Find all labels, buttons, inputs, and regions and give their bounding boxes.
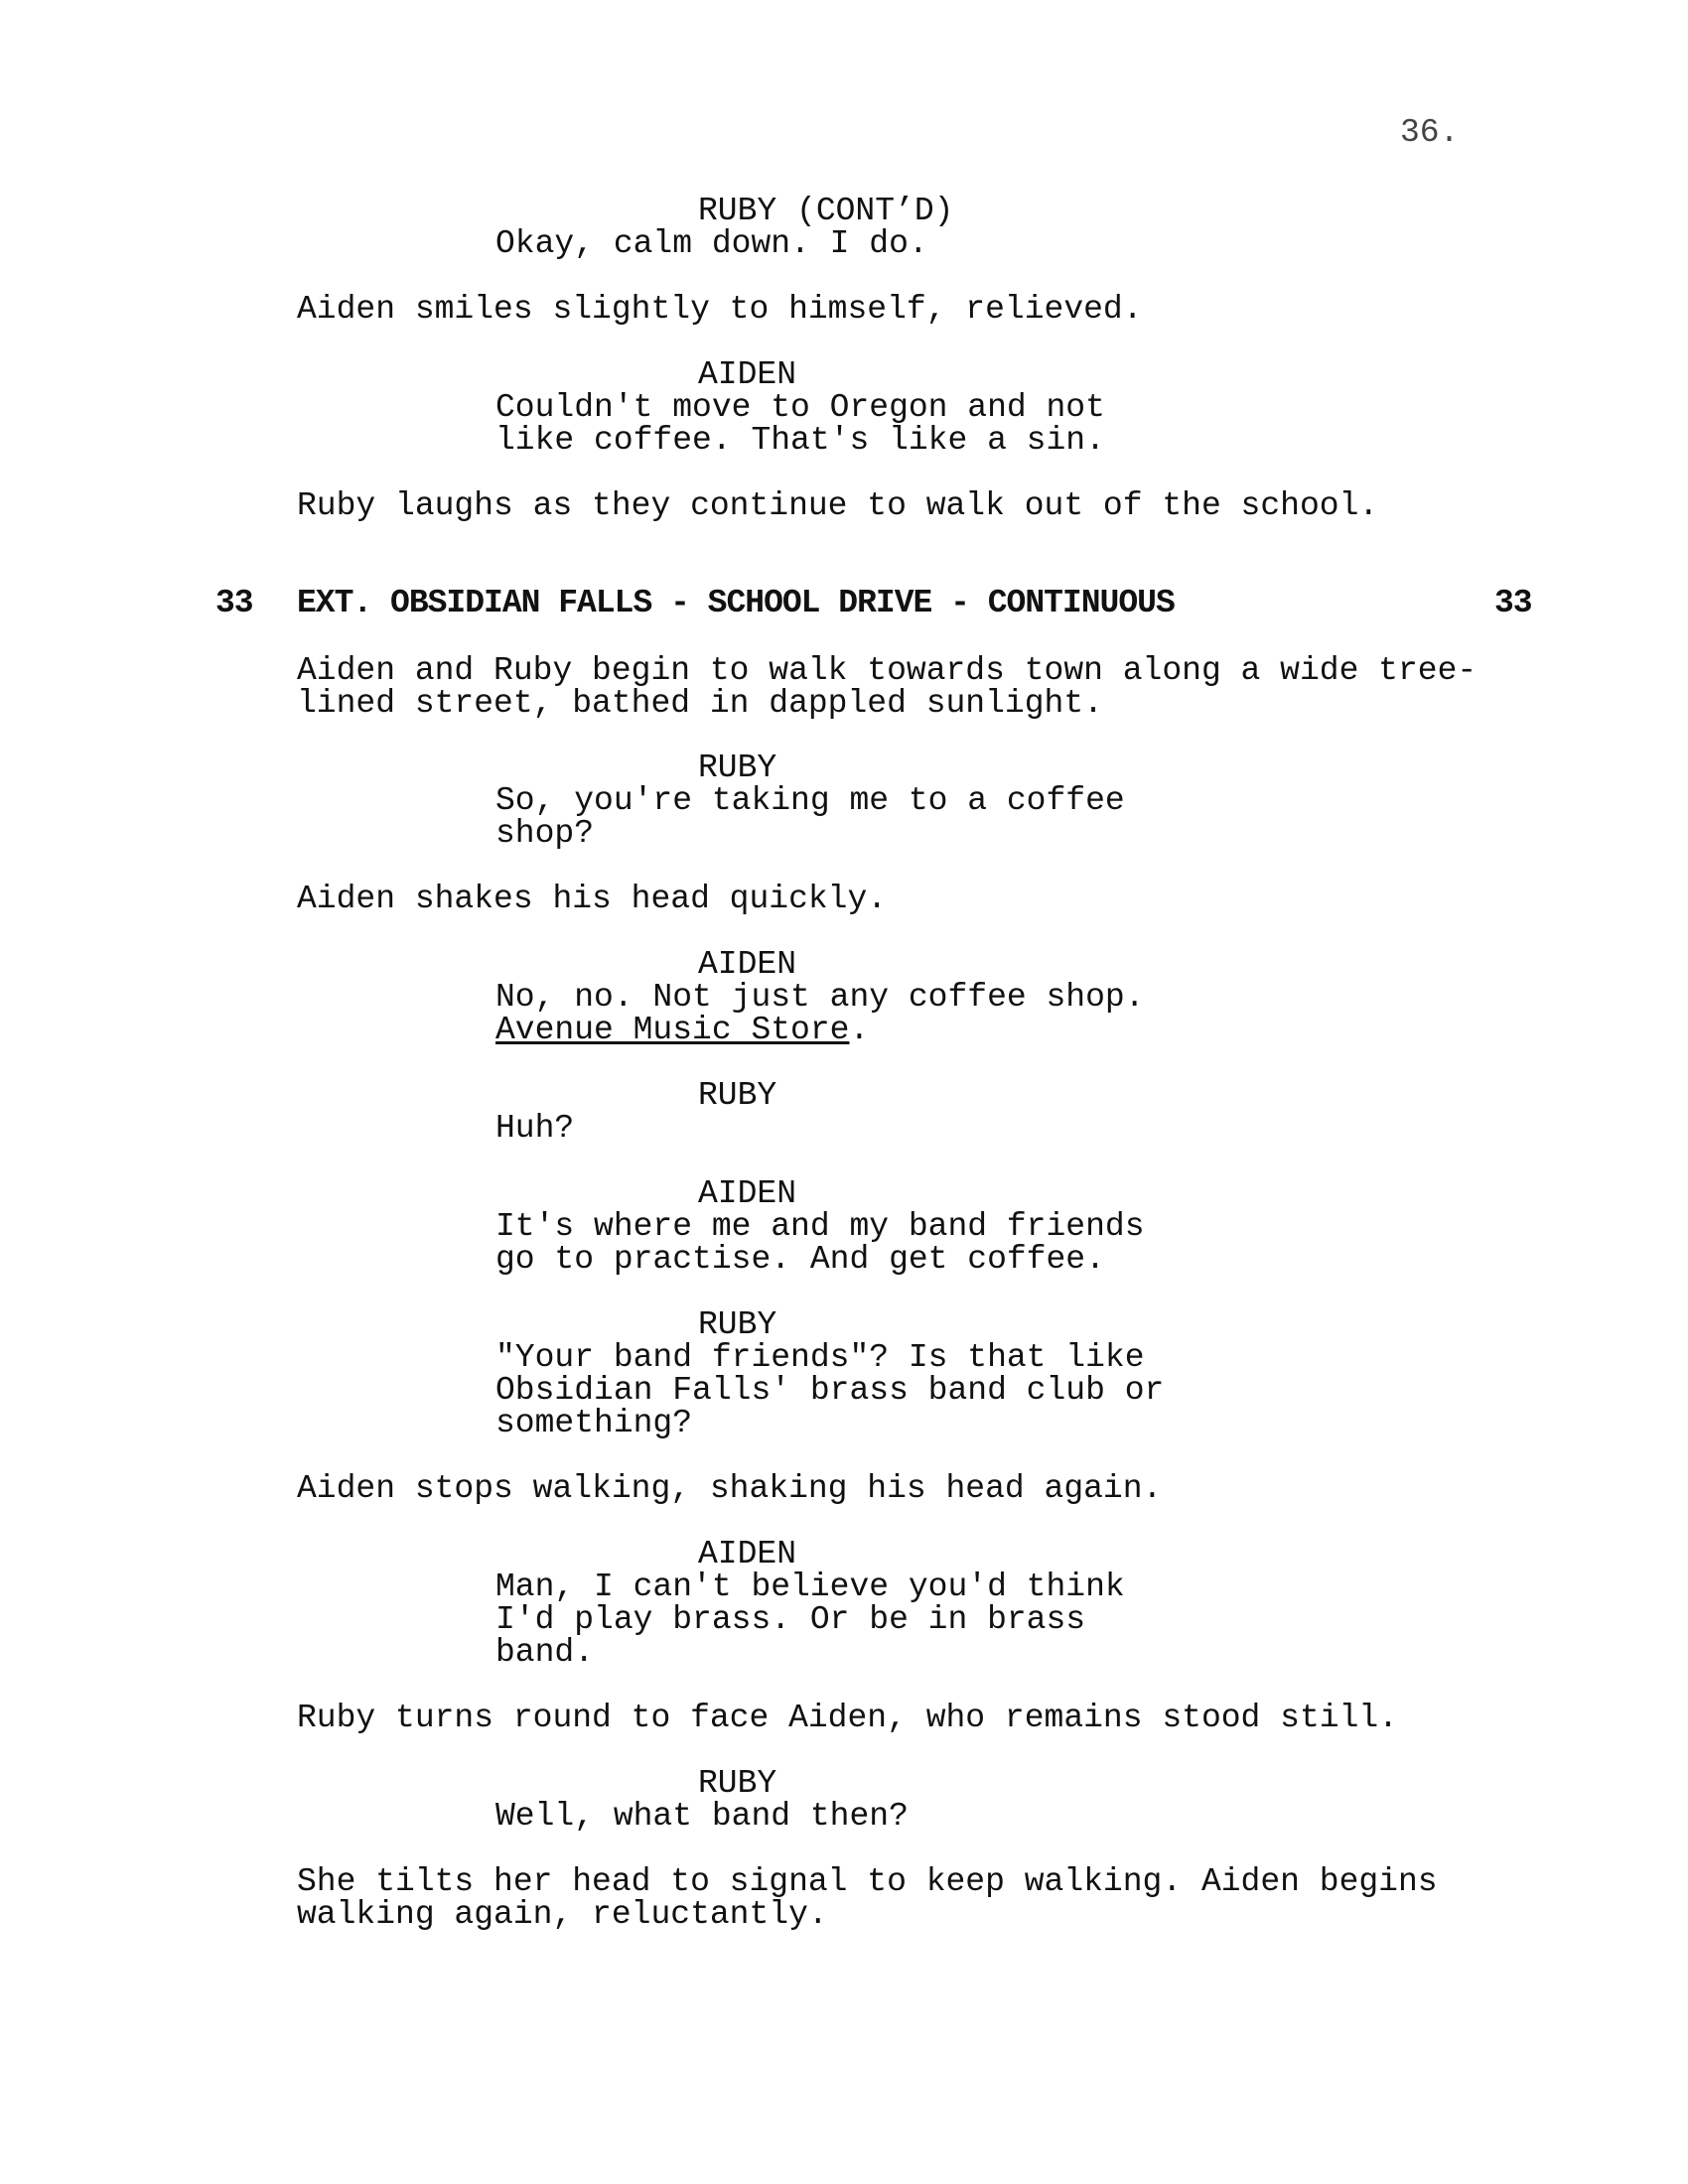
character-name: AIDEN (698, 1175, 797, 1212)
character-name: AIDEN (698, 1536, 797, 1572)
dialogue-line: Well, what band then? (495, 1798, 909, 1835)
character-name: RUBY (CONT’D) (698, 193, 954, 229)
action-line: Aiden shakes his head quickly. (297, 881, 888, 917)
dialogue-line: band. (495, 1634, 595, 1671)
character-name: RUBY (698, 750, 777, 786)
character-name: RUBY (698, 1765, 777, 1802)
action-line: lined street, bathed in dappled sunlight. (297, 685, 1103, 722)
action-line: Ruby turns round to face Aiden, who remains stood still. (297, 1700, 1398, 1736)
scene-number-right: 33 (1494, 585, 1532, 621)
dialogue-line: It's where me and my band friends (495, 1208, 1145, 1245)
action-line: Aiden and Ruby begin to walk towards town along a wide tree- (297, 652, 1477, 689)
scene-heading: EXT. OBSIDIAN FALLS - SCHOOL DRIVE - CONTINUOUS (297, 585, 1175, 621)
dialogue-line: Obsidian Falls' brass band club or (495, 1372, 1165, 1409)
dialogue-punctuation: . (849, 1012, 870, 1048)
dialogue-line: Okay, calm down. I do. (495, 225, 928, 262)
character-name: RUBY (698, 1077, 777, 1114)
dialogue-line: Man, I can't believe you'd think (495, 1569, 1125, 1605)
page-number: 36. (1400, 114, 1460, 151)
action-line: She tilts her head to signal to keep walking. Aiden begins (297, 1863, 1438, 1900)
dialogue-line: Huh? (495, 1110, 575, 1147)
dialogue-line: like coffee. That's like a sin. (495, 422, 1105, 459)
dialogue-line: So, you're taking me to a coffee (495, 782, 1125, 819)
action-line: Ruby laughs as they continue to walk out of the school. (297, 487, 1379, 524)
scene-number-left: 33 (215, 585, 253, 621)
action-line: Aiden stops walking, shaking his head again. (297, 1470, 1163, 1507)
action-line: walking again, reluctantly. (297, 1896, 828, 1933)
action-line: Aiden smiles slightly to himself, relieved. (297, 291, 1143, 328)
character-name: RUBY (698, 1306, 777, 1343)
dialogue-line: shop? (495, 815, 595, 852)
dialogue-line: Couldn't move to Oregon and not (495, 389, 1105, 426)
dialogue-line (495, 1014, 869, 1046)
dialogue-line: "Your band friends"? Is that like (495, 1339, 1145, 1376)
dialogue-line: go to practise. And get coffee. (495, 1241, 1105, 1278)
character-name: AIDEN (698, 946, 797, 983)
dialogue-line: something? (495, 1405, 693, 1441)
underlined-location: Avenue Music Store (495, 1012, 850, 1048)
dialogue-line: I'd play brass. Or be in brass (495, 1601, 1086, 1638)
dialogue-line: No, no. Not just any coffee shop. (495, 979, 1145, 1016)
character-name: AIDEN (698, 356, 797, 393)
